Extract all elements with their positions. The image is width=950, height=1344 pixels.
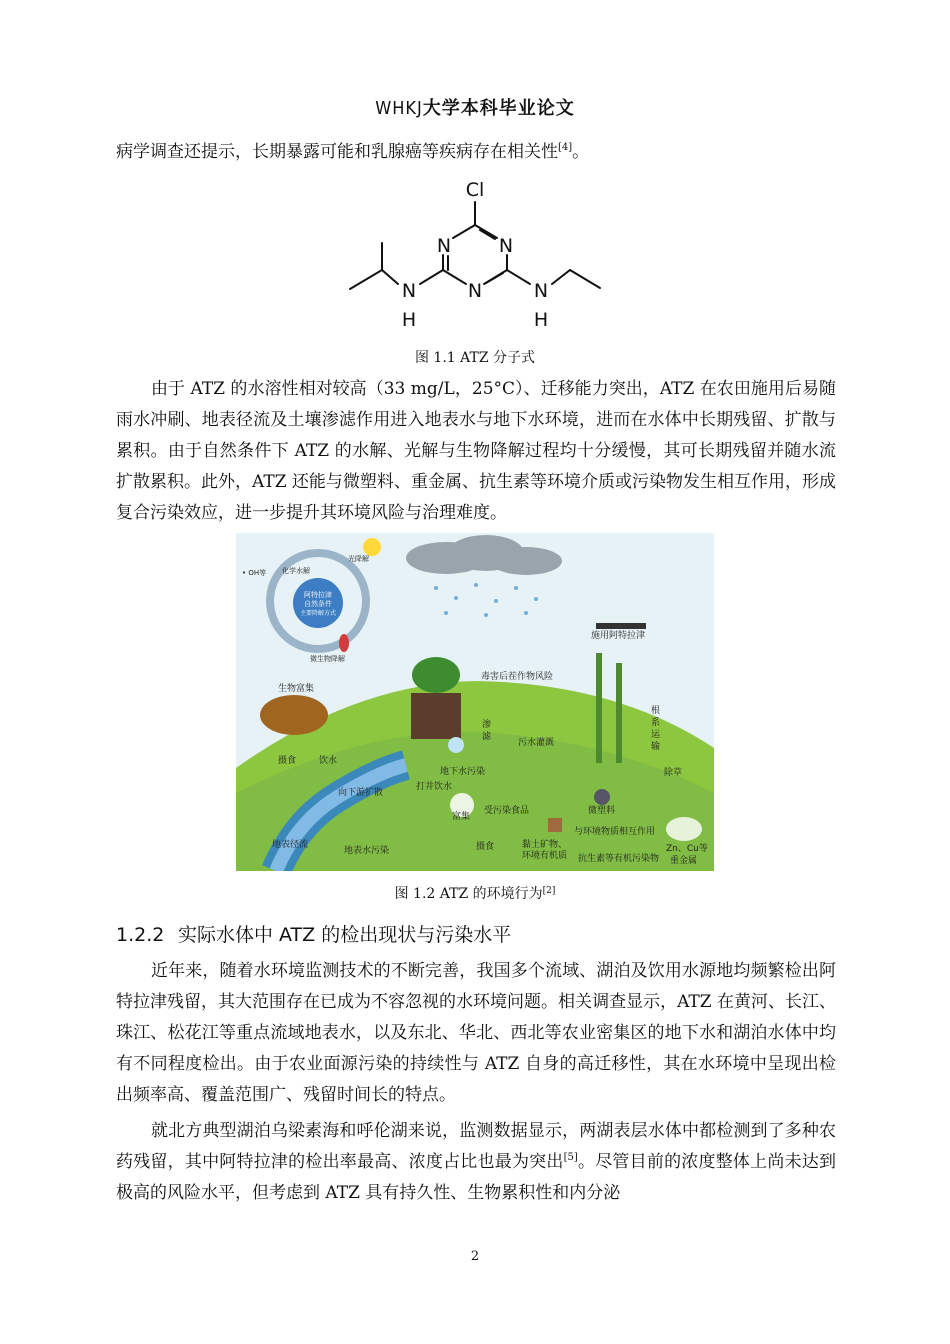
sun-icon [363, 538, 381, 556]
runoff-label: 地表径流 [272, 840, 309, 850]
section-number: 1.2.2 [116, 924, 165, 946]
section-heading [116, 920, 511, 947]
microplastic-icon [594, 789, 610, 805]
clay-label-2: 环境有机质 [522, 851, 568, 861]
header-prefix: WHKJ [375, 98, 423, 119]
chem-hydrolysis-label: 化学水解 [282, 567, 310, 575]
leach-label-1: 渗 [482, 720, 492, 730]
root-label-1: 根 [651, 706, 661, 716]
clay-label-1: 黏土矿物、 [522, 840, 568, 850]
well-label: 打井饮水 [416, 782, 453, 792]
paragraph-2: 近年来，随着水环境监测技术的不断完善，我国多个流域、湖泊及饮用水源地均频繁检出阿特拉津残留，其大范围存在已成为不容忽视的水环境问题。相关调查显示，ATZ 在黄河、长江、珠江、松花江等重点流域地表水，以及东北、华北、西北等农业密集区的地下水和湖泊水体中均有不同程度检出。由于农业面源污染的持续性与 ATZ 自身的高迁移性，其在水环境中呈现出检出频率高、覆盖范围广、残留时间长的特点。 [116, 961, 836, 1105]
root-label-3: 运 [651, 730, 661, 740]
environment-behavior-diagram [236, 533, 714, 871]
plant-icon [412, 657, 460, 693]
water-drop-icon [448, 737, 464, 753]
root-label-4: 输 [651, 742, 661, 752]
paragraph-1: 由于 ATZ 的水溶性相对较高（33 mg/L，25°C）、迁移能力突出，ATZ 在农田施用后易随雨水冲刷、地表径流及土壤渗滤作用进入地表水与地下水环境，进而在水体中长期残留、扩散与累积。由于自然条件下 ATZ 的水解、光解与生物降解过程均十分缓慢，其可长期残留并随水流扩散累积。此外，ATZ 还能与微塑料、重金属、抗生素等环境介质或污染物发生相互作用，形成复合污染效应，进一步提升其环境风险与治理难度。 [116, 379, 836, 523]
citation: [2] [542, 886, 556, 896]
center-label-2: 自然条件 [304, 600, 332, 608]
soil-block [411, 693, 461, 739]
antibiotic-label: 抗生素等有机污染物 [578, 854, 660, 864]
nitrogen-atom-label: N [401, 280, 417, 302]
paragraph-top [116, 137, 836, 168]
crop-risk-label: 毒害后茬作物风险 [481, 672, 554, 682]
bacteria-icon [339, 634, 349, 652]
chlorine-atom-label: Cl [465, 179, 485, 201]
cow-icon [260, 695, 328, 735]
apply-atrazine-label: 施用阿特拉津 [591, 631, 646, 641]
paragraph-3 [116, 1116, 836, 1209]
interaction-label: 与环境物质相互作用 [574, 827, 656, 837]
page-header [0, 94, 950, 120]
metal-icon [666, 817, 702, 841]
food-label: 受污染食品 [484, 806, 530, 816]
figure-1-caption: 图 1.1 ATZ 分子式 [414, 350, 536, 366]
surface-water-label: 地表水污染 [344, 846, 390, 856]
drink-label: 饮水 [319, 756, 338, 766]
metal-label-2: 重金属 [670, 856, 698, 866]
paragraph-3-tail: 。尽管目前的浓度整体上尚未达到极高的风险水平，但考虑到 ATZ 具有持久性、生物累积性和内分泌 [116, 1152, 837, 1203]
groundwater-label: 地下水污染 [440, 767, 486, 777]
nitrogen-atom-label: N [498, 235, 514, 257]
metal-label-1: Zn、Cu等 [666, 844, 708, 854]
atz-structure-diagram [330, 170, 620, 335]
weeding-label: 除草 [664, 768, 683, 778]
hydrogen-atom-label: H [533, 309, 549, 331]
clay-icon [548, 818, 562, 832]
leach-label-2: 滤 [482, 732, 492, 742]
enrich-label: 富集 [452, 812, 471, 822]
nitrogen-atom-label: N [533, 280, 549, 302]
citation: [5] [563, 1152, 578, 1163]
paragraph-top-text: 病学调查还提示，长期暴露可能和乳腺癌等疾病存在相关性 [116, 142, 558, 162]
eat-label-1: 摄食 [278, 756, 297, 766]
irrigation-label: 污水灌溉 [518, 738, 555, 748]
page-number: 2 [470, 1249, 480, 1264]
eat-label-2: 摄食 [476, 842, 495, 852]
corn-icon [596, 653, 602, 763]
citation: [4] [558, 142, 573, 153]
center-label-1: 阿特拉津 [304, 591, 332, 599]
header-title: 大学本科毕业论文 [422, 98, 575, 119]
paragraph-top-tail: 。 [572, 142, 590, 162]
bioaccumulation-label: 生物富集 [278, 684, 315, 694]
microplastic-label: 微塑料 [588, 806, 616, 816]
figure-2-caption [0, 883, 950, 903]
drone-icon [596, 623, 646, 629]
root-label-2: 系 [651, 718, 661, 728]
nitrogen-atom-label: N [467, 280, 483, 302]
nitrogen-atom-label: N [436, 235, 452, 257]
downstream-label: 向下游扩散 [338, 788, 384, 798]
section-title: 实际水体中 ATZ 的检出现状与污染水平 [178, 924, 512, 946]
center-label-3: 主要降解方式 [299, 610, 337, 617]
figure-2-caption-text: 图 1.2 ATZ 的环境行为 [394, 886, 543, 902]
oh-label: • OH等 [242, 569, 267, 577]
paragraph-3-text: 就北方典型湖泊乌梁素海和呼伦湖来说，监测数据显示，两湖表层水体中都检测到了多种农药残留，其中阿特拉津的检出率最高、浓度占比也最为突出 [116, 1121, 836, 1172]
photolysis-label: 光降解 [348, 555, 369, 563]
bio-degradation-label: 微生物降解 [310, 655, 345, 663]
hydrogen-atom-label: H [401, 309, 417, 331]
